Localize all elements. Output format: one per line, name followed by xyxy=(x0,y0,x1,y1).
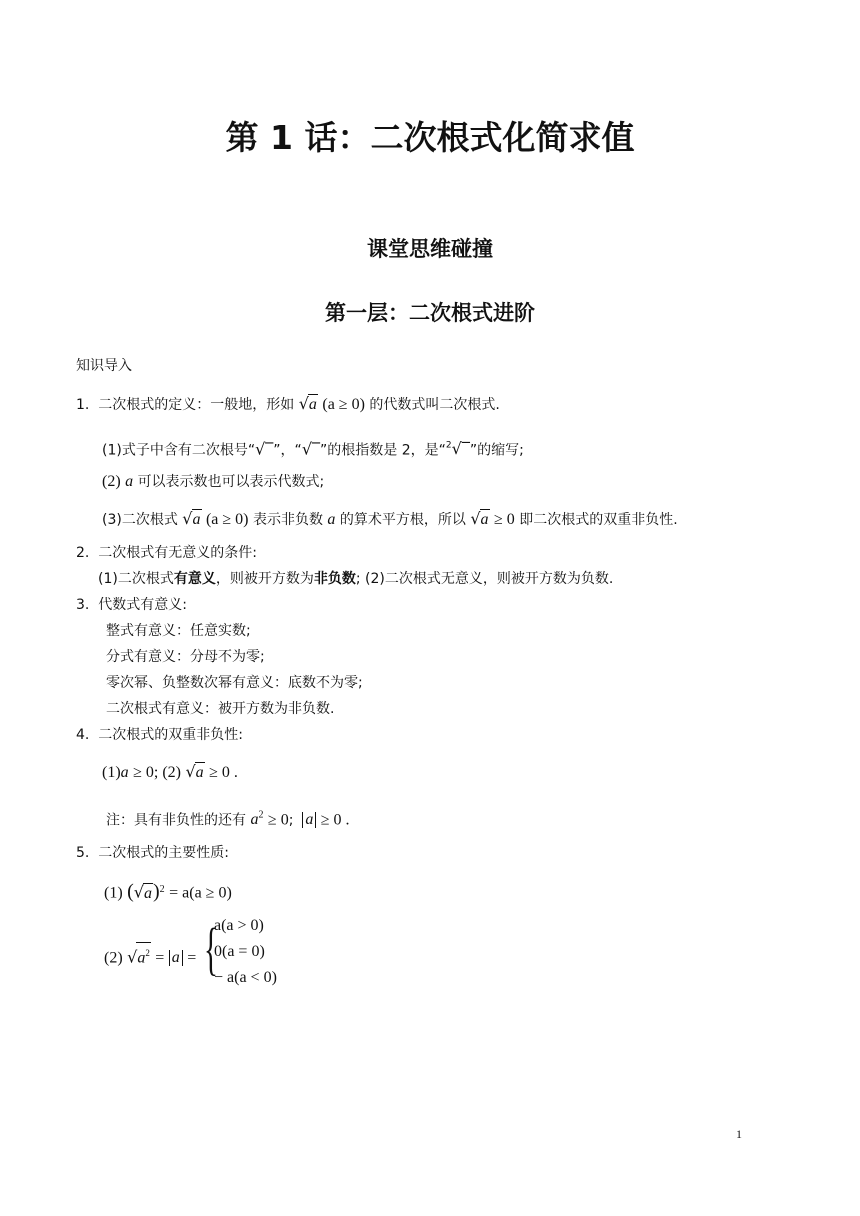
variable-a: a xyxy=(125,473,134,490)
item-2: 2. 二次根式有无意义的条件: xyxy=(76,545,257,561)
item-1-text-b: 的代数式叫二次根式. xyxy=(369,397,500,413)
item-4: 4. 二次根式的双重非负性: xyxy=(76,727,243,743)
case-3: − a(a < 0) xyxy=(214,969,277,986)
item-1-text-a: 二次根式的定义：一般地，形如 xyxy=(98,397,295,413)
layer-title: 第一层：二次根式进阶 xyxy=(325,301,535,325)
item-1-sub-2: (2) a 可以表示数也可以表示代数式; xyxy=(102,473,325,490)
property-1: (1) $(√a)^2 = a(a \ge 0)$ xyxy=(104,880,232,903)
item-3-line: 分式有意义：分母不为零; xyxy=(106,649,265,665)
item-3-line: 零次幂、负整数次幂有意义：底数不为零; xyxy=(106,675,363,691)
radicand-a: a xyxy=(308,396,317,413)
sqrt-symbol: √ xyxy=(185,762,196,781)
item-1 xyxy=(76,394,500,415)
cases-brace: { xyxy=(204,916,218,981)
variable-a: a xyxy=(327,511,336,528)
item-3-line: 二次根式有意义：被开方数为非负数. xyxy=(106,701,335,717)
case-1: a(a > 0) xyxy=(214,917,264,934)
sqrt-symbol: √ xyxy=(298,394,309,413)
item-3: 3. 代数式有意义: xyxy=(76,597,187,613)
square-root-index-2-symbol: $^2$√‾ xyxy=(445,439,470,459)
intro-label: 知识导入 xyxy=(76,358,132,374)
item-5: 5. 二次根式的主要性质: xyxy=(76,845,229,861)
item-1-number: 1. xyxy=(76,397,90,413)
absolute-value-a: a xyxy=(302,812,316,828)
case-2: 0(a = 0) xyxy=(214,943,265,960)
property-2: (2) $√a^2 = a$ = xyxy=(104,942,196,968)
item-3-line: 整式有意义：任意实数; xyxy=(106,623,251,639)
sqrt-symbol: √ xyxy=(127,947,138,967)
sqrt-symbol: √ xyxy=(133,882,144,902)
item-1-condition: (a ≥ 0) xyxy=(322,396,365,413)
sqrt-symbol: √ xyxy=(470,509,481,528)
item-2-sub: (1)二次根式有意义，则被开方数为非负数; (2)二次根式无意义，则被开方数为负数. xyxy=(98,571,614,587)
page-number: 1 xyxy=(736,1127,742,1141)
item-4-note: 注：具有非负性的还有 $a^2 \ge 0$; a ≥ 0 . xyxy=(106,810,350,829)
sqrt-symbol: √ xyxy=(182,509,193,528)
item-4-sub: (1)a ≥ 0; (2) √a ≥ 0 . xyxy=(102,762,238,781)
item-1-sub-1: (1)式子中含有二次根号“√‾”，“√‾”的根指数是 2，是“$^2$√‾”的缩写; xyxy=(102,439,524,459)
sqrt-symbol: √‾ xyxy=(301,439,321,459)
sqrt-symbol: √‾ xyxy=(255,439,274,459)
page-title: 第 1 话：二次根式化简求值 xyxy=(225,118,635,157)
absolute-value-a: a xyxy=(169,950,183,966)
section-title: 课堂思维碰撞 xyxy=(367,237,493,261)
item-1-sub-3: (3)二次根式 √a (a ≥ 0) 表示非负数 a 的算术平方根，所以 √a ≥ 0 即二次根式的双重非负性. xyxy=(102,509,678,528)
